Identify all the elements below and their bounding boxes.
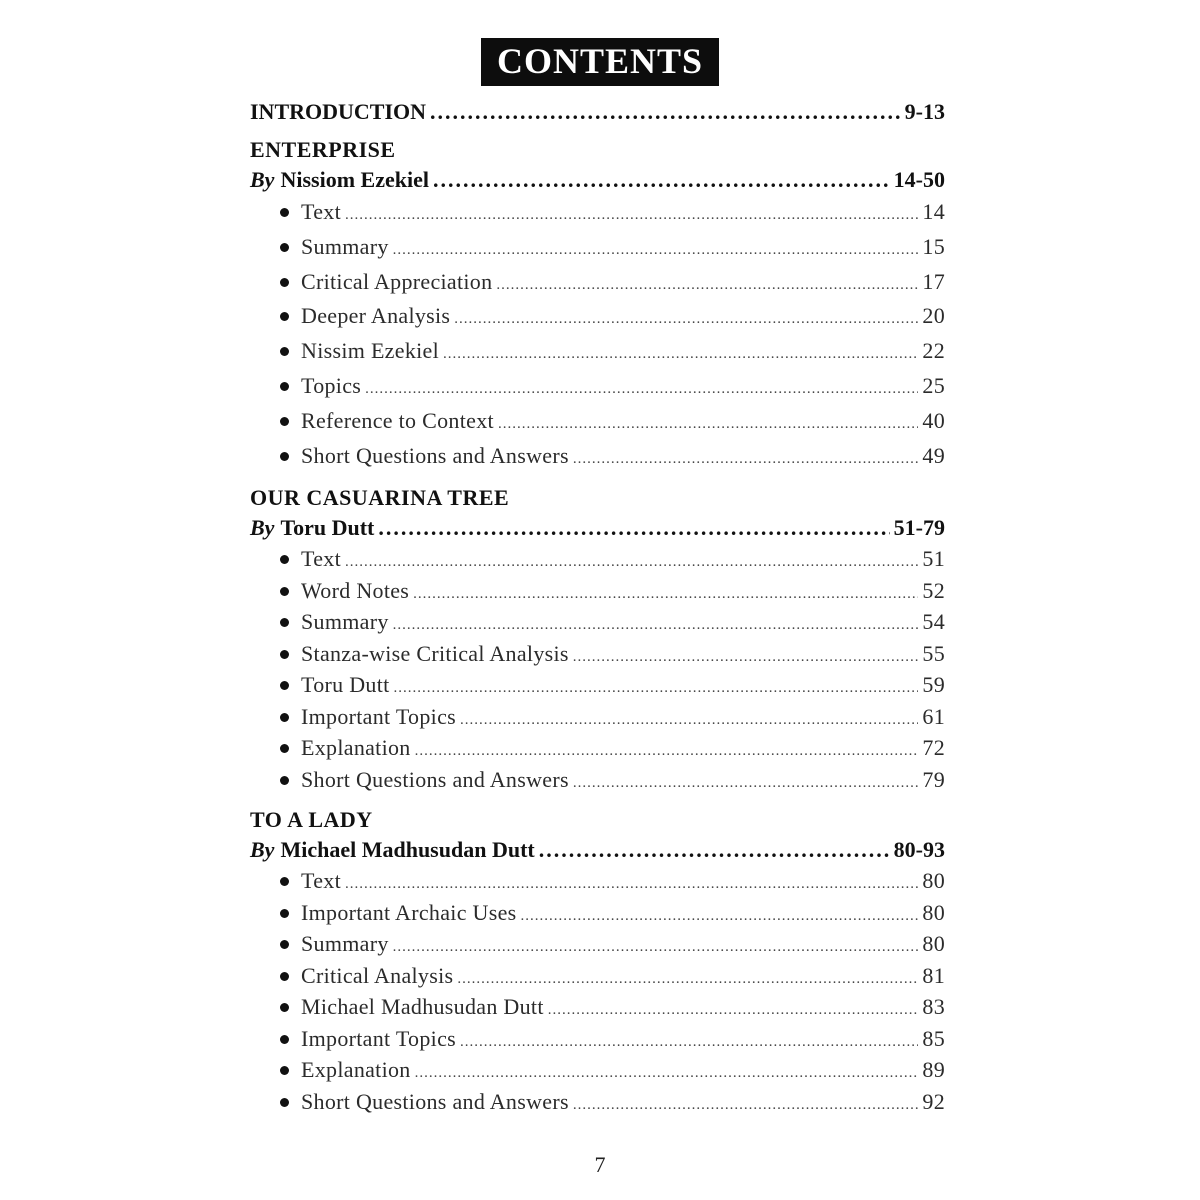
dot-leader	[345, 543, 918, 579]
item-page: 72	[922, 735, 945, 761]
list-item[interactable]	[250, 638, 945, 670]
section-heading: OUR CASUARINA TREE	[250, 485, 510, 511]
dot-leader	[393, 230, 919, 268]
item-label: Explanation	[301, 1057, 411, 1083]
item-page: 80	[922, 899, 945, 925]
bullet-icon	[280, 713, 289, 722]
list-item[interactable]	[250, 299, 945, 334]
section-author-row[interactable]	[250, 165, 945, 195]
item-label: Important Topics	[301, 1025, 456, 1051]
dot-leader	[415, 732, 919, 768]
list-item[interactable]	[250, 865, 945, 897]
toc-entry-pages: 9-13	[904, 99, 945, 124]
bullet-icon	[280, 452, 289, 461]
list-item[interactable]	[250, 732, 945, 764]
item-label: Summary	[301, 233, 389, 259]
bullet-icon	[280, 650, 289, 659]
dot-leader	[345, 865, 918, 901]
bullet-icon	[280, 347, 289, 356]
item-page: 54	[922, 609, 945, 635]
section-author-row[interactable]	[250, 513, 945, 543]
bullet-icon	[280, 587, 289, 596]
item-label: Critical Analysis	[301, 962, 454, 988]
bullet-icon	[280, 877, 289, 886]
dot-leader	[496, 265, 918, 303]
item-page: 17	[922, 268, 945, 294]
dot-leader	[573, 764, 919, 800]
page-title: CONTENTS	[481, 38, 719, 86]
list-item[interactable]	[250, 369, 945, 404]
item-label: Text	[301, 546, 341, 572]
bullet-icon	[280, 1098, 289, 1107]
bullet-icon	[280, 940, 289, 949]
dot-leader	[393, 928, 919, 964]
item-label: Word Notes	[301, 577, 410, 603]
dot-leader	[457, 960, 918, 996]
toc-section-our-casuarina-tree	[250, 483, 945, 795]
dot-leader	[521, 897, 919, 933]
dot-leader	[394, 669, 919, 705]
list-item[interactable]	[250, 991, 945, 1023]
list-item[interactable]	[250, 1054, 945, 1086]
dot-leader	[393, 606, 919, 642]
list-item[interactable]	[250, 334, 945, 369]
bullet-icon	[280, 744, 289, 753]
item-label: Short Questions and Answers	[301, 1088, 569, 1114]
by-label: By	[250, 837, 275, 863]
item-label: Summary	[301, 931, 389, 957]
item-page: 51	[922, 546, 945, 572]
page-number: 7	[594, 1152, 606, 1177]
item-page: 15	[922, 233, 945, 259]
by-label: By	[250, 515, 275, 541]
list-item[interactable]	[250, 230, 945, 265]
section-heading: TO A LADY	[250, 807, 373, 833]
list-item[interactable]	[250, 669, 945, 701]
author-name: Toru Dutt	[280, 515, 375, 541]
item-label: Michael Madhusudan Dutt	[301, 994, 544, 1020]
item-label: Important Archaic Uses	[301, 899, 517, 925]
dot-leader	[345, 195, 918, 233]
bullet-icon	[280, 1035, 289, 1044]
item-page: 79	[922, 766, 945, 792]
dot-leader	[498, 404, 918, 442]
item-page: 59	[922, 672, 945, 698]
item-label: Critical Appreciation	[301, 268, 493, 294]
list-item[interactable]	[250, 575, 945, 607]
list-item[interactable]	[250, 404, 945, 439]
item-page: 85	[922, 1025, 945, 1051]
title-wrapper	[0, 38, 1200, 86]
item-label: Reference to Context	[301, 407, 494, 433]
item-label: Summary	[301, 609, 389, 635]
list-item[interactable]	[250, 543, 945, 575]
list-item[interactable]	[250, 897, 945, 929]
dot-leader	[573, 638, 919, 674]
item-page: 49	[922, 442, 945, 468]
bullet-icon	[280, 909, 289, 918]
item-page: 61	[922, 703, 945, 729]
author-name: Nissiom Ezekiel	[280, 167, 429, 192]
item-label: Deeper Analysis	[301, 303, 451, 329]
item-page: 40	[922, 407, 945, 433]
dot-leader	[415, 1054, 919, 1090]
item-label: Text	[301, 199, 341, 224]
item-label: Text	[301, 868, 341, 894]
bullet-icon	[280, 1066, 289, 1075]
item-label: Topics	[301, 372, 362, 398]
dot-leader	[378, 513, 889, 543]
bullet-icon	[280, 972, 289, 981]
dot-leader	[573, 439, 919, 477]
list-item[interactable]	[250, 928, 945, 960]
item-page: 80	[922, 868, 945, 894]
dot-leader	[413, 575, 918, 611]
by-label: By	[250, 167, 275, 192]
item-page: 22	[922, 338, 945, 364]
item-page: 20	[922, 303, 945, 329]
bullet-icon	[280, 618, 289, 627]
dot-leader	[460, 1023, 918, 1059]
section-pages: 14-50	[893, 167, 945, 192]
bullet-icon	[280, 382, 289, 391]
bullet-icon	[280, 555, 289, 564]
item-page: 25	[922, 372, 945, 398]
item-label: Important Topics	[301, 703, 456, 729]
item-label: Nissim Ezekiel	[301, 338, 440, 364]
item-page: 92	[922, 1088, 945, 1114]
item-label: Short Questions and Answers	[301, 442, 569, 468]
section-pages: 51-79	[893, 515, 945, 541]
section-author-row[interactable]	[250, 835, 945, 865]
dot-leader	[454, 299, 918, 337]
item-label: Short Questions and Answers	[301, 766, 569, 792]
item-page: 55	[922, 640, 945, 666]
item-label: Toru Dutt	[301, 672, 390, 698]
item-page: 80	[922, 931, 945, 957]
item-page: 83	[922, 994, 945, 1020]
list-item[interactable]	[250, 439, 945, 474]
bullet-icon	[280, 681, 289, 690]
item-label: Explanation	[301, 735, 411, 761]
section-pages: 80-93	[893, 837, 945, 863]
item-page: 81	[922, 962, 945, 988]
section-heading: ENTERPRISE	[250, 137, 396, 162]
toc-entry-label: INTRODUCTION	[250, 99, 427, 124]
item-page: 14	[922, 199, 945, 224]
list-item[interactable]	[250, 764, 945, 796]
dot-leader	[433, 165, 890, 195]
bullet-icon	[280, 776, 289, 785]
bullet-icon	[280, 278, 289, 287]
dot-leader	[548, 991, 919, 1027]
list-item[interactable]	[250, 195, 945, 230]
dot-leader	[573, 1086, 919, 1122]
item-page: 52	[922, 577, 945, 603]
list-item[interactable]	[250, 265, 945, 300]
dot-leader	[443, 334, 918, 372]
list-item[interactable]	[250, 701, 945, 733]
list-item[interactable]	[250, 606, 945, 638]
bullet-icon	[280, 312, 289, 321]
item-label: Stanza-wise Critical Analysis	[301, 640, 569, 666]
list-item[interactable]	[250, 960, 945, 992]
list-item[interactable]	[250, 1086, 945, 1118]
item-page: 89	[922, 1057, 945, 1083]
dot-leader	[365, 369, 918, 407]
bullet-icon	[280, 417, 289, 426]
toc-section-enterprise	[250, 135, 945, 473]
bullet-icon	[280, 243, 289, 252]
toc-entry-introduction[interactable]	[250, 95, 945, 129]
bullet-icon	[280, 208, 289, 217]
author-name: Michael Madhusudan Dutt	[280, 837, 535, 863]
dot-leader	[539, 835, 890, 865]
bullet-icon	[280, 1003, 289, 1012]
dot-leader	[430, 95, 901, 129]
dot-leader	[460, 701, 918, 737]
toc-section-to-a-lady	[250, 805, 945, 1117]
table-of-contents	[250, 95, 945, 1117]
list-item[interactable]	[250, 1023, 945, 1055]
